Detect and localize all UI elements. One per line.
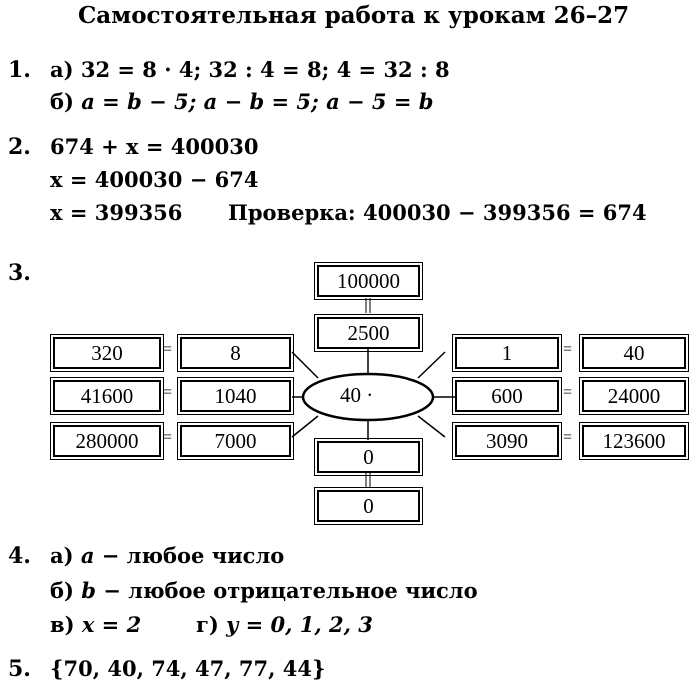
task-4-b-label: б) — [50, 578, 82, 603]
center-multiplier: 40 · — [340, 383, 374, 407]
right-row-3-product: 123600 — [582, 425, 686, 457]
task-4-line-g — [196, 612, 373, 637]
task-4-v-text: x = 2 — [81, 612, 142, 637]
bottom-box-2: 0 — [317, 490, 420, 522]
task-4-number: 4. — [8, 543, 31, 569]
task-1-line-a: а) 32 = 8 · 4; 32 : 4 = 8; 4 = 32 : 8 — [50, 57, 450, 82]
left-row-1-value: 320 — [53, 337, 161, 369]
task-1-b-equations: a = b − 5; a − b = 5; a − 5 = b — [81, 89, 434, 114]
task-4-b-text: − любое отрицательное число — [95, 578, 478, 603]
task-2-line-3: x = 399356 — [50, 200, 183, 225]
task-4-a-text: − любое число — [94, 543, 285, 568]
equals-sign: = — [563, 384, 573, 401]
task-4-line-b — [50, 578, 478, 603]
top-box-2: 2500 — [317, 317, 420, 349]
right-row-2-product: 24000 — [582, 380, 686, 412]
page-title: Самостоятельная работа к урокам 26–27 — [78, 2, 630, 29]
task-5-number: 5. — [8, 656, 31, 682]
equals-sign: = — [163, 429, 173, 446]
task-2-check: Проверка: 400030 − 399356 = 674 — [228, 200, 647, 225]
task-2-line-1: 674 + x = 400030 — [50, 134, 259, 159]
left-row-2-quotient: 1040 — [180, 380, 291, 412]
task-1-b-label: б) — [50, 89, 82, 114]
task-4-a-label: а) — [50, 543, 81, 568]
task-4-b-variable: b — [81, 578, 96, 603]
task-4-v-label: в) — [50, 612, 82, 637]
task-4-g-label: г) — [196, 612, 227, 637]
equals-sign: = — [163, 384, 173, 401]
task-5-set: {70, 40, 74, 47, 77, 44} — [50, 656, 326, 681]
left-row-2-value: 41600 — [53, 380, 161, 412]
task-2-number: 2. — [8, 134, 31, 160]
top-box-1: 100000 — [317, 265, 420, 297]
right-row-3-value: 3090 — [455, 425, 559, 457]
task-1-number: 1. — [8, 57, 31, 83]
right-row-1-value: 1 — [455, 337, 559, 369]
left-row-3-value: 280000 — [53, 425, 161, 457]
task-3-number: 3. — [8, 260, 31, 286]
task-4-g-text: y = 0, 1, 2, 3 — [226, 612, 373, 637]
equals-sign: = — [163, 341, 173, 358]
equals-sign: = — [563, 429, 573, 446]
task-4-line-v — [50, 612, 141, 637]
right-row-2-value: 600 — [455, 380, 559, 412]
task-4-a-variable: a — [80, 543, 95, 568]
task-4-line-a — [50, 543, 284, 568]
task-2-line-2: x = 400030 − 674 — [50, 167, 259, 192]
equals-sign: = — [563, 341, 573, 358]
left-row-1-quotient: 8 — [180, 337, 291, 369]
left-row-3-quotient: 7000 — [180, 425, 291, 457]
right-row-1-product: 40 — [582, 337, 686, 369]
bottom-box-1: 0 — [317, 441, 420, 473]
